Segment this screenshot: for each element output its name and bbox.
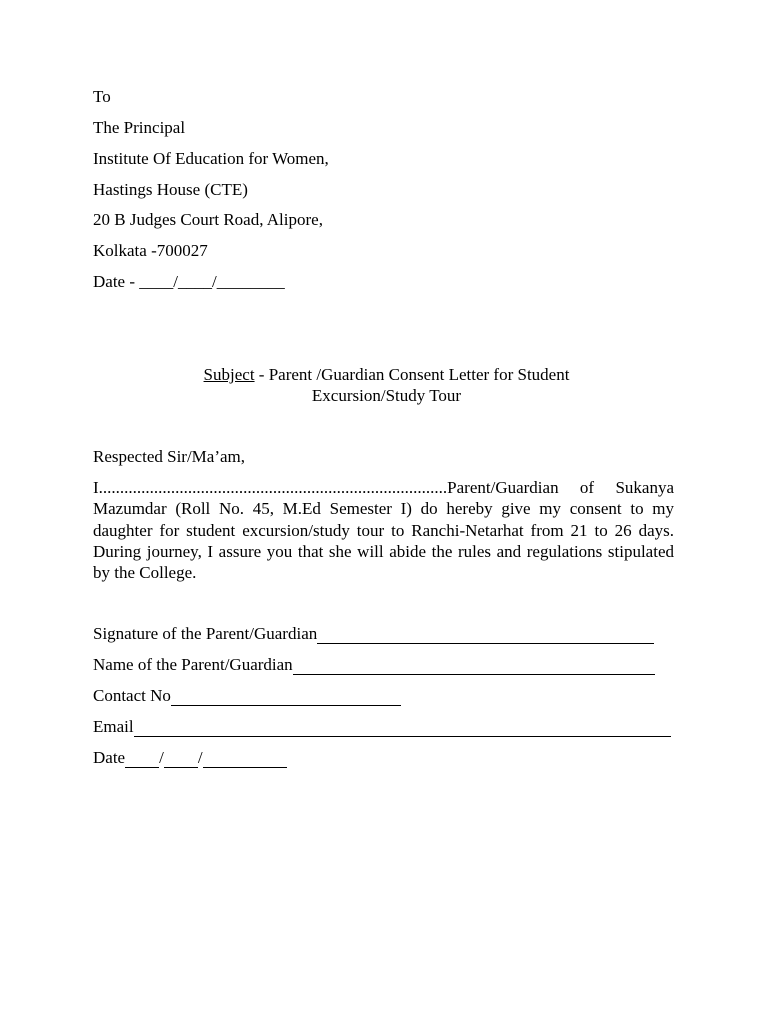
addressee-line: The Principal	[93, 118, 186, 137]
date-day-blank[interactable]	[125, 752, 159, 768]
salutation: Respected Sir/Ma’am,	[93, 447, 246, 466]
consent-paragraph: I..................................................................................Parent/Guardian of Sukanya Mazumdar (Roll No. 45, M.Ed Semester I) do hereby give my consent to my daughter for student excursion/study tour to Ranchi-Netarhat from 21 to 26 days. During journey, I assure you that she will abide the rules and regulations stipulated by the College.	[93, 478, 674, 583]
institute-line: Institute Of Education for Women,	[93, 149, 329, 168]
date-field	[93, 748, 287, 768]
subject-text-1: - Parent /Guardian Consent Letter for Student	[254, 365, 570, 384]
name-label: Name of the Parent/Guardian	[93, 655, 293, 674]
date-label: Date	[93, 748, 126, 767]
signature-field	[93, 624, 654, 644]
name-blank[interactable]	[293, 659, 655, 675]
subject-line-2: Excursion/Study Tour	[311, 386, 462, 405]
building-line: Hastings House (CTE)	[93, 180, 248, 199]
subject-label: Subject	[203, 365, 255, 384]
street-line: 20 B Judges Court Road, Alipore,	[93, 210, 323, 229]
signature-blank[interactable]	[317, 628, 654, 644]
signature-label: Signature of the Parent/Guardian	[93, 624, 318, 643]
date-month-blank[interactable]	[164, 752, 198, 768]
contact-blank[interactable]	[171, 690, 401, 706]
city-line: Kolkata -700027	[93, 241, 208, 260]
subject-block	[93, 364, 680, 406]
subject-line-1	[93, 364, 680, 385]
date-top-line: Date - ____/____/________	[93, 272, 285, 291]
contact-label: Contact No	[93, 686, 171, 705]
date-year-blank[interactable]	[203, 752, 287, 768]
email-label: Email	[93, 717, 134, 736]
date-sep-2: /	[197, 748, 203, 767]
to-line: To	[93, 87, 111, 106]
email-blank[interactable]	[134, 721, 671, 737]
date-sep-1: /	[159, 748, 164, 767]
name-field	[93, 655, 655, 675]
contact-field	[93, 686, 401, 706]
email-field	[93, 717, 671, 737]
